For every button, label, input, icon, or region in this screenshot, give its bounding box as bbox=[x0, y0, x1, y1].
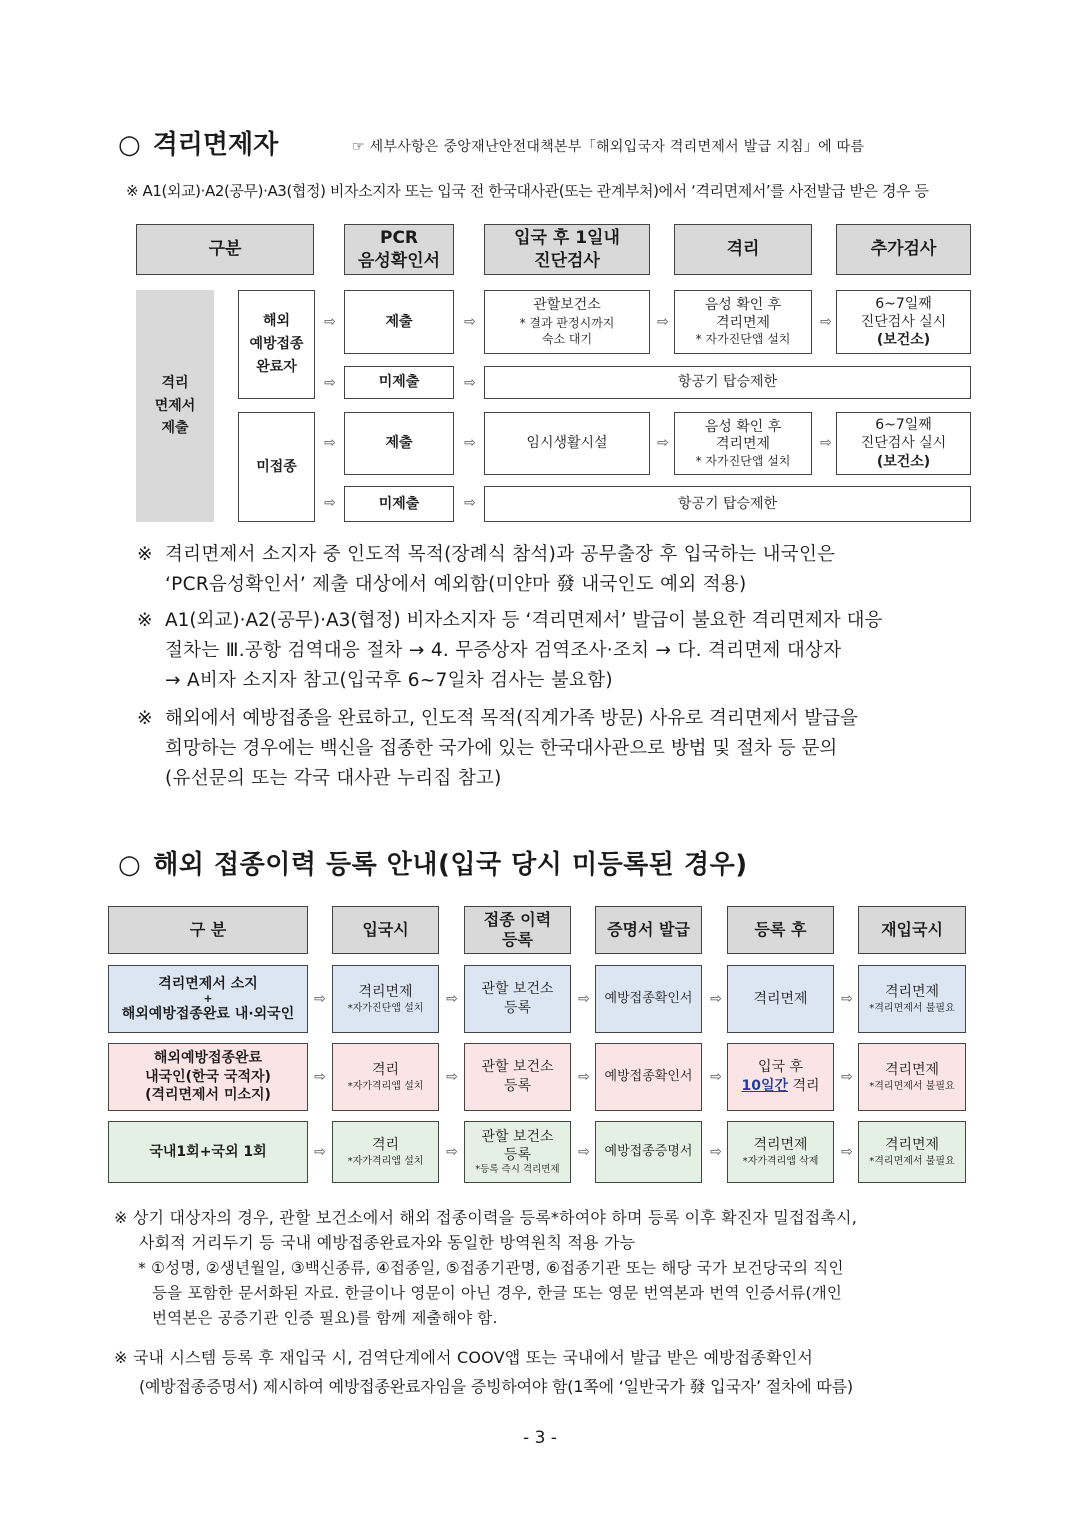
s2-row3-registration: 관할 보건소 등록 *등록 즉시 격리면제 bbox=[464, 1121, 571, 1183]
arrow-icon: ⇨ bbox=[446, 1069, 458, 1085]
arrow-icon: ⇨ bbox=[464, 495, 476, 511]
note1-item: ※ A1(외교)·A2(공무)·A3(협정) 비자소지자 등 ‘격리면제서’ 발급이 불요한 격리면제자 대응 절차는 Ⅲ.공항 검역대응 절차 → 4. 무증상자 검역조사·조치 → 다. 격리면제 대상자 → A비자 소지자 참고(입국후 6~7일차 검사는 불요함) bbox=[137, 610, 883, 691]
s2-row3-certificate: 예방접종증명서 bbox=[595, 1121, 702, 1183]
circle-bullet: ○ bbox=[118, 850, 142, 880]
s2-row1-entry: 격리면제 *자가진단앱 설치 bbox=[332, 965, 439, 1033]
arrow-icon: ⇨ bbox=[324, 375, 336, 391]
header-pcr: PCR 음성확인서 bbox=[344, 224, 454, 275]
note2-registration: ※ 상기 대상자의 경우, 관할 보건소에서 해외 접종이력을 등록*하여야 하며 등록 이후 확진자 밀접접촉시, 사회적 거리두기 등 국내 예방접종완료자와 동일한 방역원칙 적용 가능 bbox=[114, 1208, 857, 1252]
arrow-icon: ⇨ bbox=[657, 435, 669, 451]
row4-pcr-not-submit: 미제출 bbox=[344, 486, 454, 522]
s2-header-after: 등록 후 bbox=[727, 906, 834, 954]
row1-extra-box: 6~7일째 진단검사 실시 (보건소) bbox=[836, 290, 971, 354]
row2-pcr-not-submit: 미제출 bbox=[344, 366, 454, 399]
s2-row2-entry: 격리 *자가격리앱 설치 bbox=[332, 1043, 439, 1111]
s2-row1-certificate: 예방접종확인서 bbox=[595, 965, 702, 1033]
arrow-icon: ⇨ bbox=[464, 375, 476, 391]
s2-row2-certificate: 예방접종확인서 bbox=[595, 1043, 702, 1111]
note1-item: ※ 해외에서 예방접종을 완료하고, 인도적 목적(직계가족 방문) 사유로 격리면제서 발급을 희망하는 경우에는 백신을 접종한 국가에 있는 한국대사관으로 방법 및 절차 등 문의 (유선문의 또는 각국 대사관 누리집 참고) bbox=[137, 708, 858, 789]
arrow-icon: ⇨ bbox=[324, 435, 336, 451]
arrow-icon: ⇨ bbox=[314, 991, 326, 1007]
s2-header-certificate: 증명서 발급 bbox=[595, 906, 702, 954]
arrow-icon: ⇨ bbox=[841, 991, 853, 1007]
arrow-icon: ⇨ bbox=[710, 991, 722, 1007]
arrow-icon: ⇨ bbox=[578, 1069, 590, 1085]
s2-row2-reentry: 격리면제 *격리면제서 불필요 bbox=[858, 1043, 966, 1111]
note2-reentry: ※ 국내 시스템 등록 후 재입국 시, 검역단계에서 COOV앱 또는 국내에서 발급 받은 예방접종확인서 (예방접종증명서) 제시하여 예방접종완료자임을 증빙하여야 함(1쪽에 ‘일반국가 發 입국자’ 절차에 따름) bbox=[114, 1348, 853, 1396]
s2-row1-label: 격리면제서 소지 + 해외예방접종완료 내·외국인 bbox=[108, 965, 308, 1033]
arrow-icon: ⇨ bbox=[578, 1144, 590, 1160]
header-extra: 추가검사 bbox=[836, 224, 971, 275]
arrow-icon: ⇨ bbox=[324, 495, 336, 511]
arrow-icon: ⇨ bbox=[820, 435, 832, 451]
circle-bullet: ○ bbox=[118, 130, 141, 160]
s2-row2-after: 입국 후 10일간 격리 bbox=[727, 1043, 834, 1111]
row3-quarantine-box: 음성 확인 후 격리면제 * 자가진단앱 설치 bbox=[674, 412, 812, 475]
page-number: - 3 - bbox=[523, 1428, 557, 1448]
section1-title: ○ 격리면제자 bbox=[118, 130, 279, 160]
row3-pcr-submit: 제출 bbox=[344, 412, 454, 475]
s2-row2-registration: 관할 보건소 등록 bbox=[464, 1043, 571, 1111]
arrow-icon: ⇨ bbox=[657, 314, 669, 330]
row1-quarantine-box: 음성 확인 후 격리면제 * 자가진단앱 설치 bbox=[674, 290, 812, 354]
arrow-icon: ⇨ bbox=[710, 1144, 722, 1160]
note2-document-requirements: * ①성명, ②생년월일, ③백신종류, ④접종일, ⑤접종기관명, ⑥접종기관 또는 해당 국가 보건당국의 직인 등을 포함한 문서화된 자료. 한글이나 영문이 아닌 경우, 한글 또는 영문 번역본과 번역 인증서류(개인 번역본은 공증기관 인증 필요)를 함께 제출해야 함. bbox=[138, 1259, 844, 1327]
highlight-10-days: 10일간 bbox=[741, 1078, 789, 1094]
arrow-icon: ⇨ bbox=[314, 1144, 326, 1160]
group-label-unvaccinated: 미접종 bbox=[238, 412, 315, 522]
arrow-icon: ⇨ bbox=[464, 314, 476, 330]
note1-item: ※ 격리면제서 소지자 중 인도적 목적(장례식 참석)과 공무출장 후 입국하는 내국인은 ‘PCR음성확인서’ 제출 대상에서 예외함(미얀마 發 내국인도 예외 적용) bbox=[137, 544, 836, 595]
arrow-icon: ⇨ bbox=[578, 991, 590, 1007]
row1-test-box: 관할보건소 * 결과 판정시까지 숙소 대기 bbox=[484, 290, 650, 354]
header-test: 입국 후 1일내 진단검사 bbox=[484, 224, 650, 275]
arrow-icon: ⇨ bbox=[841, 1144, 853, 1160]
header-quarantine: 격리 bbox=[674, 224, 812, 275]
arrow-icon: ⇨ bbox=[464, 435, 476, 451]
s2-row1-after: 격리면제 bbox=[727, 965, 834, 1033]
row3-test-box: 임시생활시설 bbox=[484, 412, 650, 475]
s2-row3-reentry: 격리면제 *격리면제서 불필요 bbox=[858, 1121, 966, 1183]
s2-row1-registration: 관할 보건소 등록 bbox=[464, 965, 571, 1033]
row3-extra-box: 6~7일째 진단검사 실시 (보건소) bbox=[836, 412, 971, 475]
group-label-vaccinated: 해외 예방접종 완료자 bbox=[238, 290, 315, 399]
arrow-icon: ⇨ bbox=[446, 1144, 458, 1160]
s2-row3-entry: 격리 *자가격리앱 설치 bbox=[332, 1121, 439, 1183]
header-category: 구분 bbox=[136, 224, 314, 275]
s2-row3-after: 격리면제 *자가격리앱 삭제 bbox=[727, 1121, 834, 1183]
row1-pcr-submit: 제출 bbox=[344, 290, 454, 354]
arrow-icon: ⇨ bbox=[446, 991, 458, 1007]
section1-reference: ☞ 세부사항은 중앙재난안전대책본부「해외입국자 격리면제서 발급 지침」에 따름 bbox=[352, 139, 865, 155]
left-label-exemption: 격리 면제서 제출 bbox=[136, 290, 214, 522]
s2-header-category: 구 분 bbox=[108, 906, 308, 954]
section2-title: ○ 해외 접종이력 등록 안내(입국 당시 미등록된 경우) bbox=[118, 850, 748, 880]
arrow-icon: ⇨ bbox=[324, 314, 336, 330]
s2-row3-label: 국내1회+국외 1회 bbox=[108, 1121, 308, 1183]
s2-header-reentry: 재입국시 bbox=[858, 906, 966, 954]
s2-header-registration: 접종 이력 등록 bbox=[464, 906, 571, 954]
arrow-icon: ⇨ bbox=[710, 1069, 722, 1085]
section1-subnote: ※ A1(외교)·A2(공무)·A3(협정) 비자소지자 또는 입국 전 한국대사관(또는 관계부처)에서 ‘격리면제서’를 사전발급 받은 경우 등 bbox=[126, 182, 929, 200]
row2-boarding-restricted: 항공기 탑승제한 bbox=[484, 366, 971, 399]
s2-row2-label: 해외예방접종완료 내국인(한국 국적자) (격리면제서 미소지) bbox=[108, 1043, 308, 1111]
arrow-icon: ⇨ bbox=[820, 314, 832, 330]
row4-boarding-restricted: 항공기 탑승제한 bbox=[484, 486, 971, 522]
arrow-icon: ⇨ bbox=[841, 1069, 853, 1085]
s2-header-entry: 입국시 bbox=[332, 906, 439, 954]
arrow-icon: ⇨ bbox=[314, 1069, 326, 1085]
s2-row1-reentry: 격리면제 *격리면제서 불필요 bbox=[858, 965, 966, 1033]
